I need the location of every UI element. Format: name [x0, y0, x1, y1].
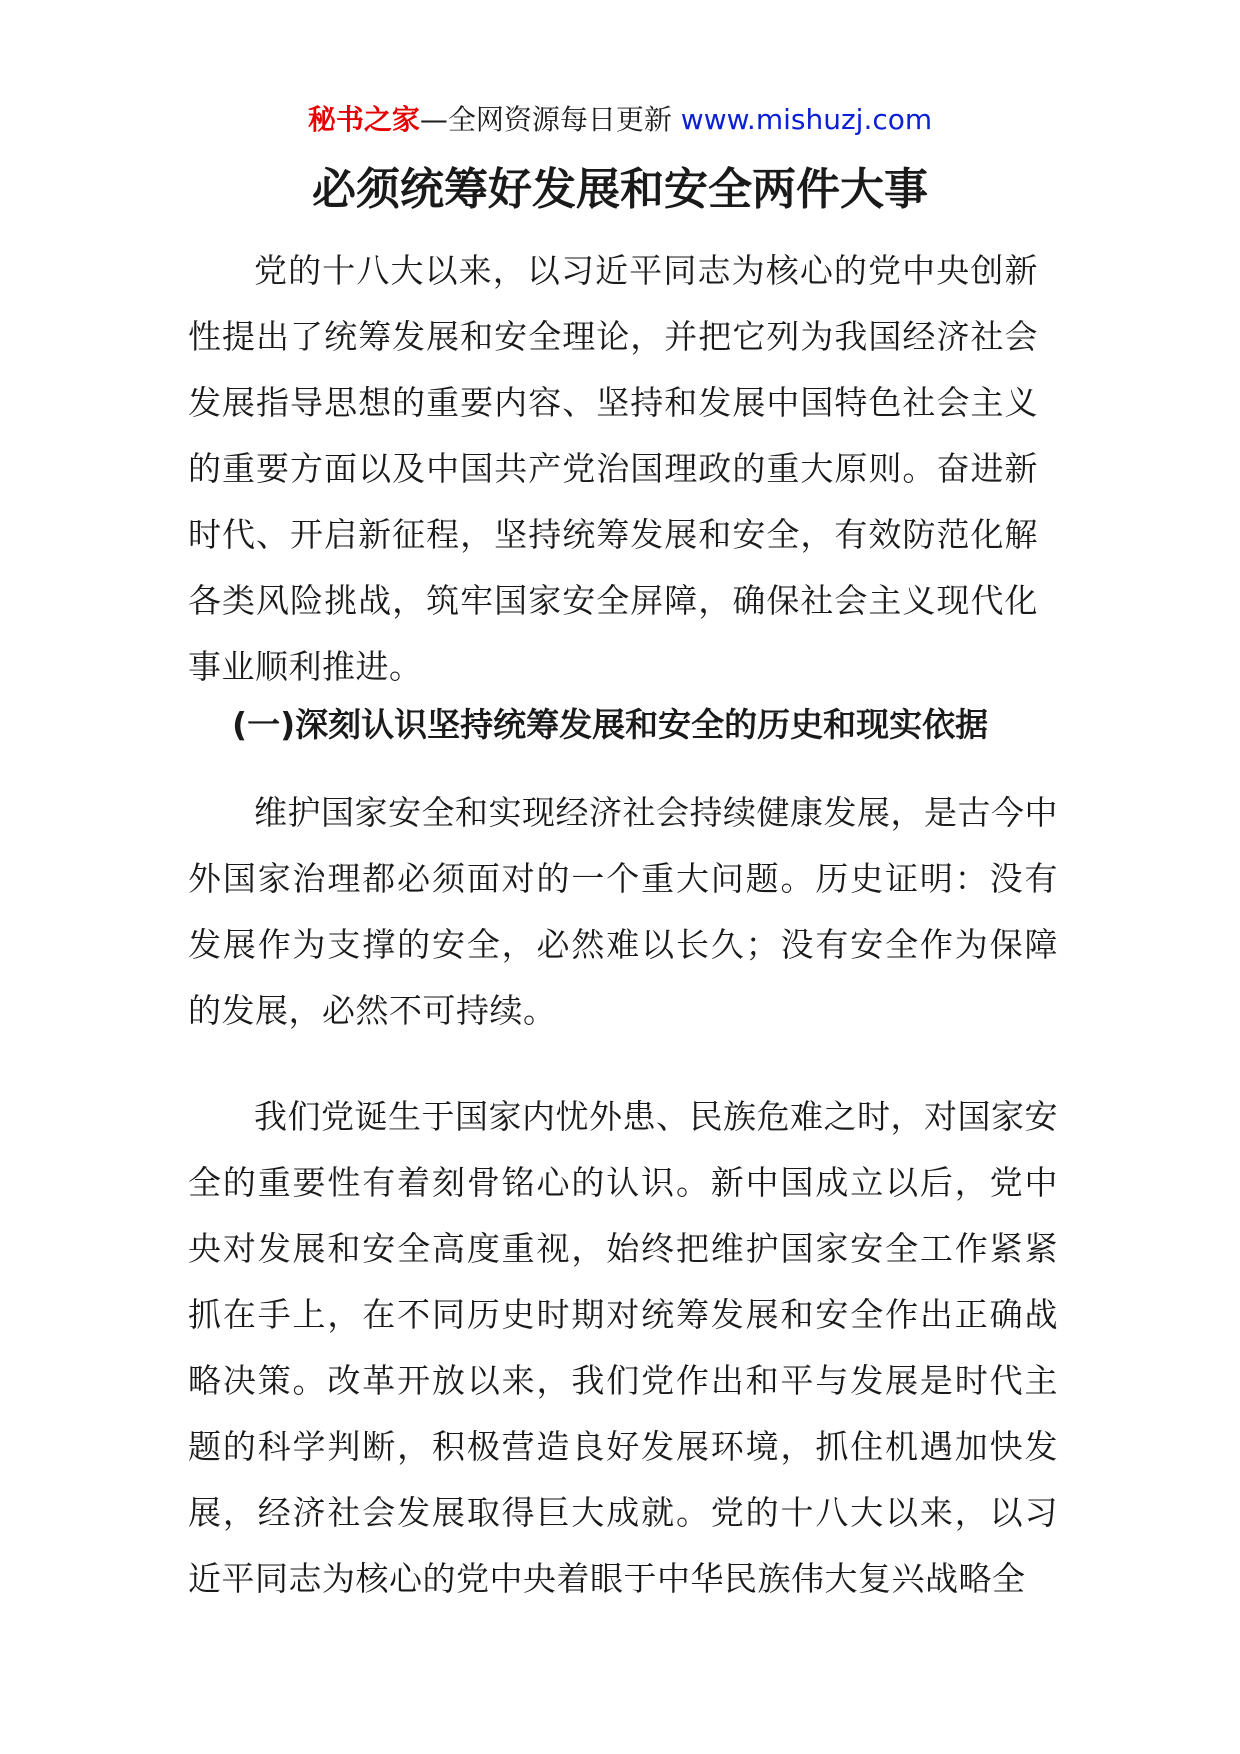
site-header: [0, 100, 1240, 140]
section-paragraph: 维护国家安全和实现经济社会持续健康发展，是古今中外国家治理都必须面对的一个重大问题。历史证明：没有发展作为支撑的安全，必然难以长久；没有安全作为保障的发展，必然不可持续。: [188, 793, 1058, 1030]
section-heading: (一)深刻认识坚持统筹发展和安全的历史和现实依据: [232, 705, 989, 744]
site-name: 秘书之家: [307, 103, 420, 136]
section-paragraph: 我们党诞生于国家内忧外患、民族危难之时，对国家安全的重要性有着刻骨铭心的认识。新中国成立以后，党中央对发展和安全高度重视，始终把维护国家安全工作紧紧抓在手上，在不同历史时期对统筹发展和安全作出正确战略决策。改革开放以来，我们党作出和平与发展是时代主题的科学判断，积极营造良好发展环境，抓住机遇加快发展，经济社会发展取得巨大成就。党的十八大以来，以习近平同志为核心的党中央着眼于中华民族伟大复兴战略全: [188, 1097, 1058, 1598]
site-tagline: —全网资源每日更新: [419, 103, 672, 136]
site-url-link[interactable]: www.mishuzj.com: [680, 103, 933, 136]
document-title: 必须统筹好发展和安全两件大事: [312, 164, 928, 215]
intro-paragraph: 党的十八大以来，以习近平同志为核心的党中央创新性提出了统筹发展和安全理论，并把它列为我国经济社会发展指导思想的重要内容、坚持和发展中国特色社会主义的重要方面以及中国共产党治国理政的重大原则。奋进新时代、开启新征程，坚持统筹发展和安全，有效防范化解各类风险挑战，筑牢国家安全屏障，确保社会主义现代化事业顺利推进。: [188, 251, 1038, 686]
